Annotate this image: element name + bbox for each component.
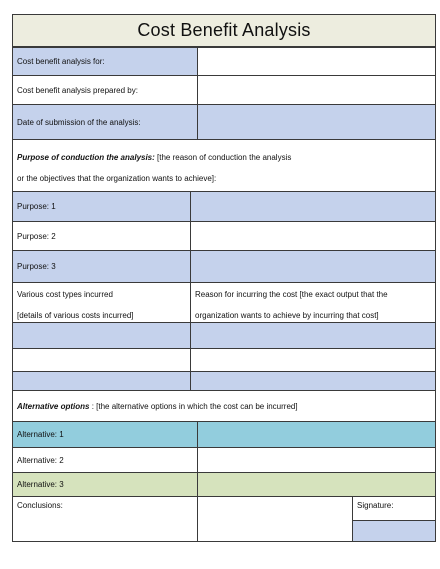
signature-field[interactable] xyxy=(352,520,436,542)
alternatives-description xyxy=(12,390,436,422)
cost-types-line-1: Various cost types incurred xyxy=(17,290,113,299)
purpose-1-label xyxy=(12,191,191,222)
form-title xyxy=(12,14,436,47)
form-title-text: Cost Benefit Analysis xyxy=(137,20,311,40)
alternative-2-label xyxy=(12,447,198,473)
analysis-for-label xyxy=(12,47,198,76)
signature-label-box xyxy=(352,496,436,521)
signature-label: Signature: xyxy=(357,501,394,510)
analysis-for-field[interactable] xyxy=(197,47,436,76)
cost-type-field-3[interactable] xyxy=(12,371,191,391)
purpose-heading: Purpose of conduction the analysis: xyxy=(17,153,155,162)
submission-date-label xyxy=(12,104,198,140)
prepared-by-label xyxy=(12,75,198,105)
cost-type-field-2[interactable] xyxy=(12,348,191,372)
alternatives-heading: Alternative options xyxy=(17,401,90,411)
purpose-2-field[interactable] xyxy=(190,221,436,251)
purpose-line-2: or the objectives that the organization wants to achieve]: xyxy=(17,174,217,183)
submission-date-text: Date of submission of the analysis: xyxy=(17,117,141,127)
prepared-by-field[interactable] xyxy=(197,75,436,105)
purpose-description xyxy=(12,139,436,192)
cost-type-field-1[interactable] xyxy=(12,322,191,349)
alternative-3-text: Alternative: 3 xyxy=(17,480,64,489)
alternative-2-field[interactable] xyxy=(197,447,436,473)
cost-reason-field-1[interactable] xyxy=(190,322,436,349)
purpose-3-field[interactable] xyxy=(190,250,436,283)
cost-reason-line-2: organization wants to achieve by incurring that cost] xyxy=(195,311,379,320)
purpose-line1-text: [the reason of conduction the analysis xyxy=(157,153,292,162)
alternative-1-text: Alternative: 1 xyxy=(17,430,64,439)
alternative-1-field[interactable] xyxy=(197,421,436,448)
purpose-2-text: Purpose: 2 xyxy=(17,231,56,241)
alternative-2-text: Alternative: 2 xyxy=(17,455,64,465)
cost-types-header xyxy=(12,282,191,323)
purpose-3-label xyxy=(12,250,191,283)
cost-types-line-2: [details of various costs incurred] xyxy=(17,311,134,320)
purpose-1-field[interactable] xyxy=(190,191,436,222)
cost-reason-line-1: Reason for incurring the cost [the exact output that the xyxy=(195,290,388,299)
cost-reason-field-3[interactable] xyxy=(190,371,436,391)
alternative-1-label xyxy=(12,421,198,448)
cost-reason-field-2[interactable] xyxy=(190,348,436,372)
cost-reason-header xyxy=(190,282,436,323)
conclusions-label: Conclusions: xyxy=(17,501,63,510)
alternatives-line xyxy=(17,401,298,412)
purpose-3-text: Purpose: 3 xyxy=(17,262,56,271)
alternatives-description-text: : [the alternative options in which the cost can be incurred] xyxy=(91,401,298,411)
conclusions-box[interactable] xyxy=(12,496,198,542)
purpose-1-text: Purpose: 1 xyxy=(17,202,56,211)
alternative-3-label xyxy=(12,472,198,497)
purpose-line-1 xyxy=(17,152,431,163)
cost-benefit-form xyxy=(12,14,436,542)
conclusions-field[interactable] xyxy=(197,496,353,542)
submission-date-field[interactable] xyxy=(197,104,436,140)
alternative-3-field[interactable] xyxy=(197,472,436,497)
prepared-by-text: Cost benefit analysis prepared by: xyxy=(17,85,138,95)
analysis-for-text: Cost benefit analysis for: xyxy=(17,57,105,66)
purpose-2-label xyxy=(12,221,191,251)
